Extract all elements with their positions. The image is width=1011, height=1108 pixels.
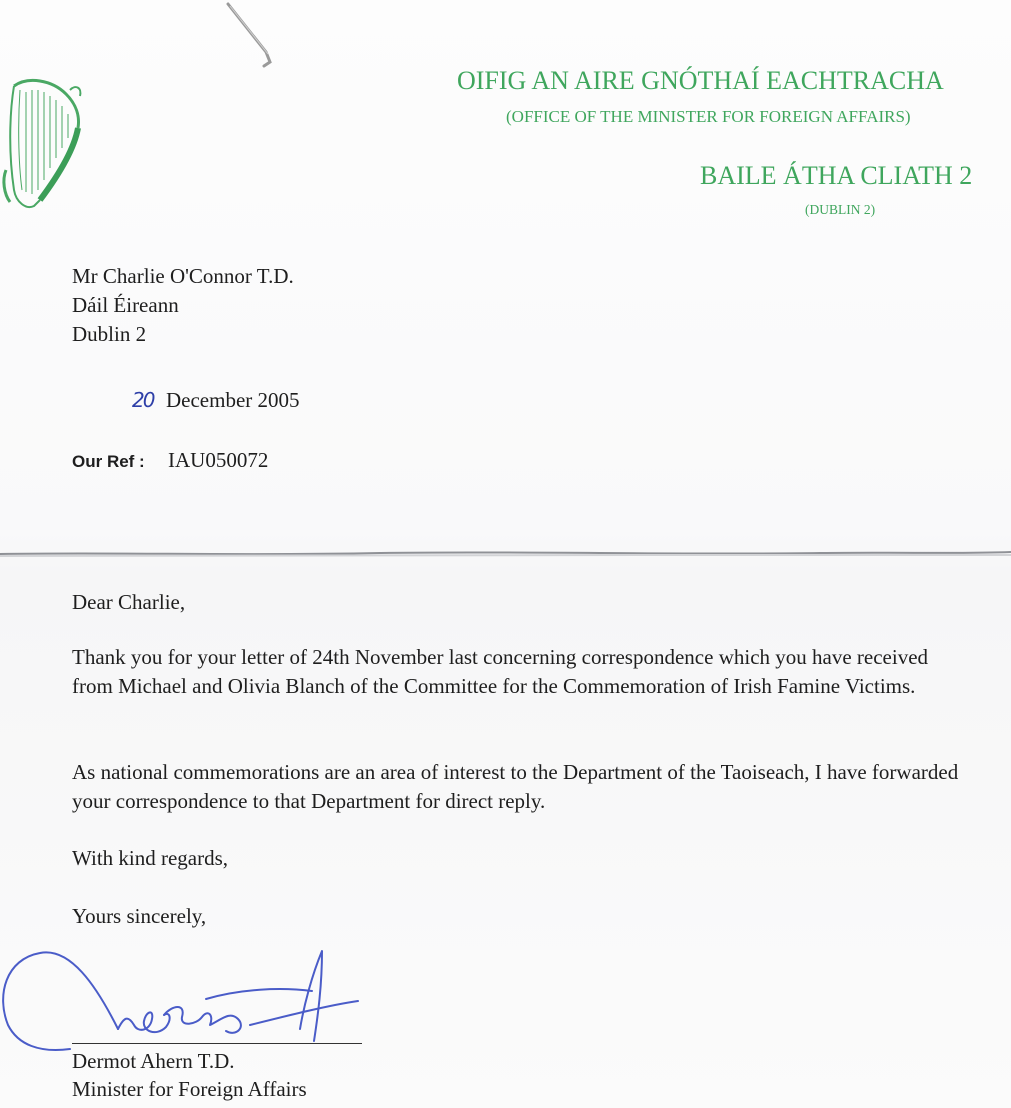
body-paragraph: As national commemorations are an area of interest to the Department of the Taoiseach, I have forwarded your correspondence to that Department for direct reply. xyxy=(72,760,959,813)
reference-value: IAU050072 xyxy=(168,448,269,472)
recipient-organisation: Dáil Éireann xyxy=(72,293,179,317)
date-day-handwritten: 20 xyxy=(132,388,154,412)
handwritten-signature xyxy=(0,945,370,1055)
reference-label: Our Ref : xyxy=(72,452,145,471)
closing-regards: With kind regards, xyxy=(72,846,229,870)
letterhead-office-irish: OIFIG AN AIRE GNÓTHAÍ EACHTRACHA xyxy=(457,66,944,95)
salutation: Dear Charlie, xyxy=(72,590,186,614)
date-month-year: December 2005 xyxy=(166,388,300,412)
staple-mark xyxy=(222,0,282,72)
recipient-city: Dublin 2 xyxy=(72,322,147,346)
harp-emblem-icon xyxy=(0,70,86,214)
paper-fold-crease xyxy=(0,549,1011,559)
signatory-name: Dermot Ahern T.D. xyxy=(72,1049,235,1073)
letterhead-city-english: (DUBLIN 2) xyxy=(805,202,876,217)
body-paragraph: Thank you for your letter of 24th November last concerning correspondence which you have received from Michael and Olivia Blanch of the Committee for the Commemoration of Irish Famine Victims. xyxy=(72,645,929,698)
signature-line xyxy=(72,1043,362,1044)
letterhead-office-english: (OFFICE OF THE MINISTER FOR FOREIGN AFFAIRS) xyxy=(506,107,911,126)
recipient-name: Mr Charlie O'Connor T.D. xyxy=(72,264,294,288)
closing-sincerely: Yours sincerely, xyxy=(72,904,207,928)
signatory-title: Minister for Foreign Affairs xyxy=(72,1077,307,1101)
letterhead-city-irish: BAILE ÁTHA CLIATH 2 xyxy=(700,161,973,190)
